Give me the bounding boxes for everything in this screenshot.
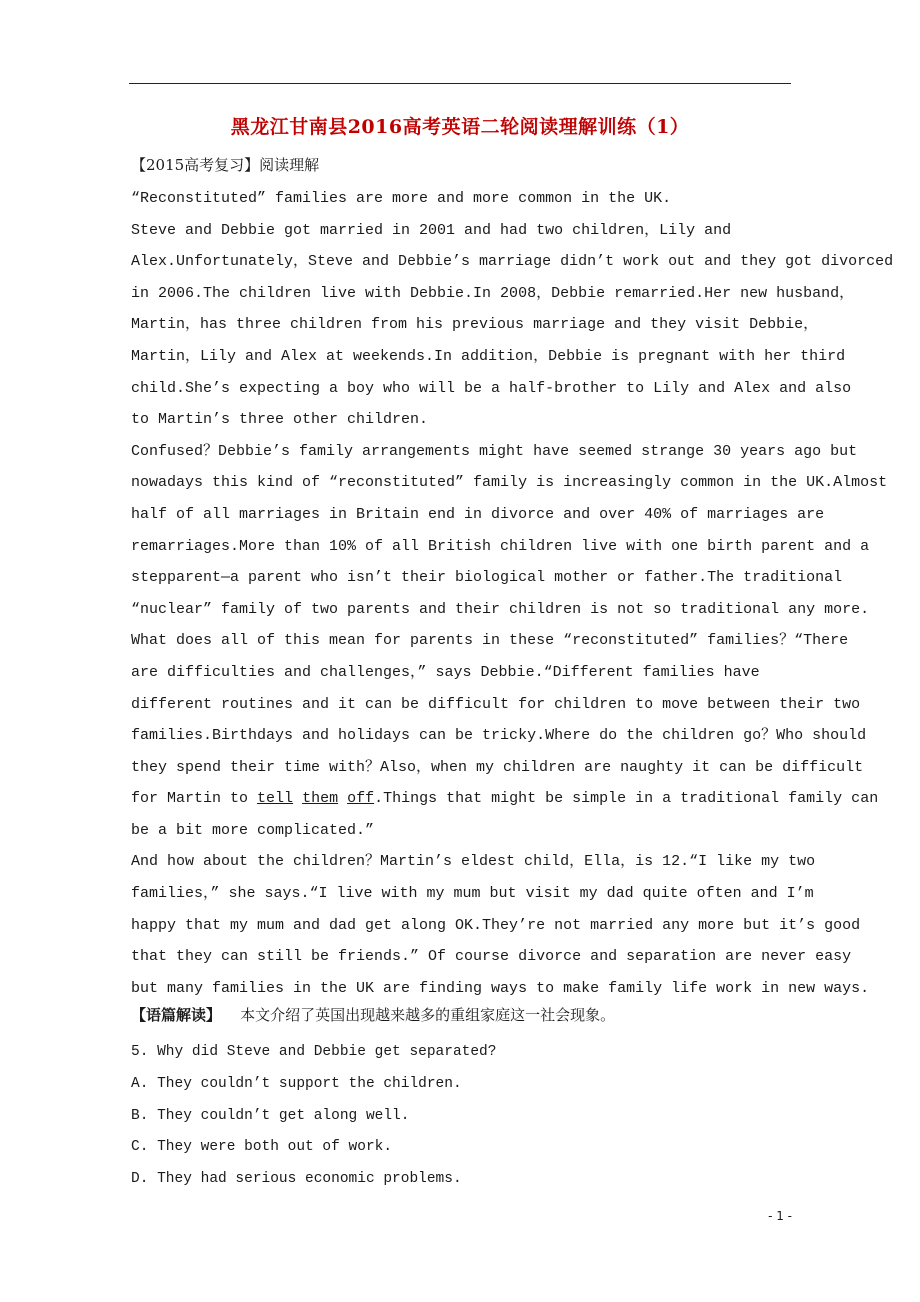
passage-line: Martin，has three children from his previous marriage and they visit Debbie， [131, 316, 819, 334]
question-block [131, 1037, 821, 1196]
passage-line: families，” she says.“I live with my mum but visit my dad quite often and I’m [131, 885, 814, 903]
passage-line: remarriages.More than 10% of all British children live with one birth parent and a [131, 537, 870, 555]
passage-line: Martin，Lily and Alex at weekends.In addition，Debbie is pregnant with her third [131, 347, 846, 365]
reading-passage [131, 183, 894, 1004]
passage-line: And how about the children？Martin’s eldest child，Ella，is 12.“I like my two [131, 853, 816, 871]
passage-line: happy that my mum and dad get along OK.They’re not married any more but it’s good [131, 916, 861, 934]
passage-line: nowadays this kind of “reconstituted” family is increasingly common in the UK.Almost [131, 474, 888, 492]
passage-line: are difficulties and challenges，” says Debbie.“Different families have [131, 663, 760, 681]
passage-line: Steve and Debbie got married in 2001 and had two children，Lily and [131, 221, 732, 239]
passage-line: in 2006.The children live with Debbie.In 2008，Debbie remarried.Her new husband， [131, 284, 855, 302]
passage-line: be a bit more complicated.” [131, 821, 375, 839]
underlined-word: tell [257, 790, 294, 808]
header-rule [129, 83, 791, 84]
option-d: D. They had serious economic problems. [131, 1171, 462, 1188]
option-c: C. They were both out of work. [131, 1139, 393, 1156]
passage-line: but many families in the UK are finding ways to make family life work in new ways. [131, 979, 870, 997]
passage-line: “Reconstituted” families are more and more common in the UK. [131, 190, 672, 207]
passage-line: What does all of this mean for parents in these “reconstituted” families？“There [131, 632, 849, 650]
section-label: 【2015高考复习】阅读理解 [131, 156, 320, 174]
passage-line: Alex.Unfortunately，Steve and Debbie’s marriage didn’t work out and they got divorced [131, 253, 894, 271]
passage-line: that they can still be friends.” Of course divorce and separation are never easy [131, 948, 852, 966]
passage-line: stepparent—a parent who isn’t their biological mother or father.The traditional [131, 569, 843, 587]
option-b: B. They couldn’t get along well. [131, 1107, 410, 1124]
option-a: A. They couldn’t support the children. [131, 1075, 462, 1092]
passage-line: half of all marriages in Britain end in divorce and over 40% of marriages are [131, 505, 825, 523]
passage-line: Confused？Debbie’s family arrangements might have seemed strange 30 years ago but [131, 442, 858, 460]
underlined-word: them [302, 790, 339, 808]
passage-line: families.Birthdays and holidays can be tricky.Where do the children go？Who should [131, 727, 867, 745]
analysis-text: 本文介绍了英国出现越来越多的重组家庭这一社会现象。 [240, 1006, 616, 1024]
passage-analysis [131, 1004, 615, 1025]
line-text: for Martin to [131, 790, 258, 808]
question-stem: 5. Why did Steve and Debbie get separated? [131, 1044, 497, 1060]
passage-line: different routines and it can be difficult for children to move between their two [131, 695, 861, 713]
page-number: - 1 - [768, 1209, 792, 1223]
line-text: .Things that might be simple in a traditional family can [374, 790, 879, 808]
passage-line-underlined [131, 783, 879, 815]
underlined-word: off [347, 790, 375, 808]
passage-line: to Martin’s three other children. [131, 411, 429, 429]
passage-line: child.She’s expecting a boy who will be a half-brother to Lily and Alex and also [131, 379, 852, 397]
analysis-label: 【语篇解读】 [131, 1006, 222, 1024]
document-title: 黑龙江甘南县2016高考英语二轮阅读理解训练（1） [230, 116, 690, 138]
passage-line: “nuclear” family of two parents and their children is not so traditional any more. [131, 600, 870, 618]
passage-line: they spend their time with？Also，when my children are naughty it can be difficult [131, 758, 864, 776]
